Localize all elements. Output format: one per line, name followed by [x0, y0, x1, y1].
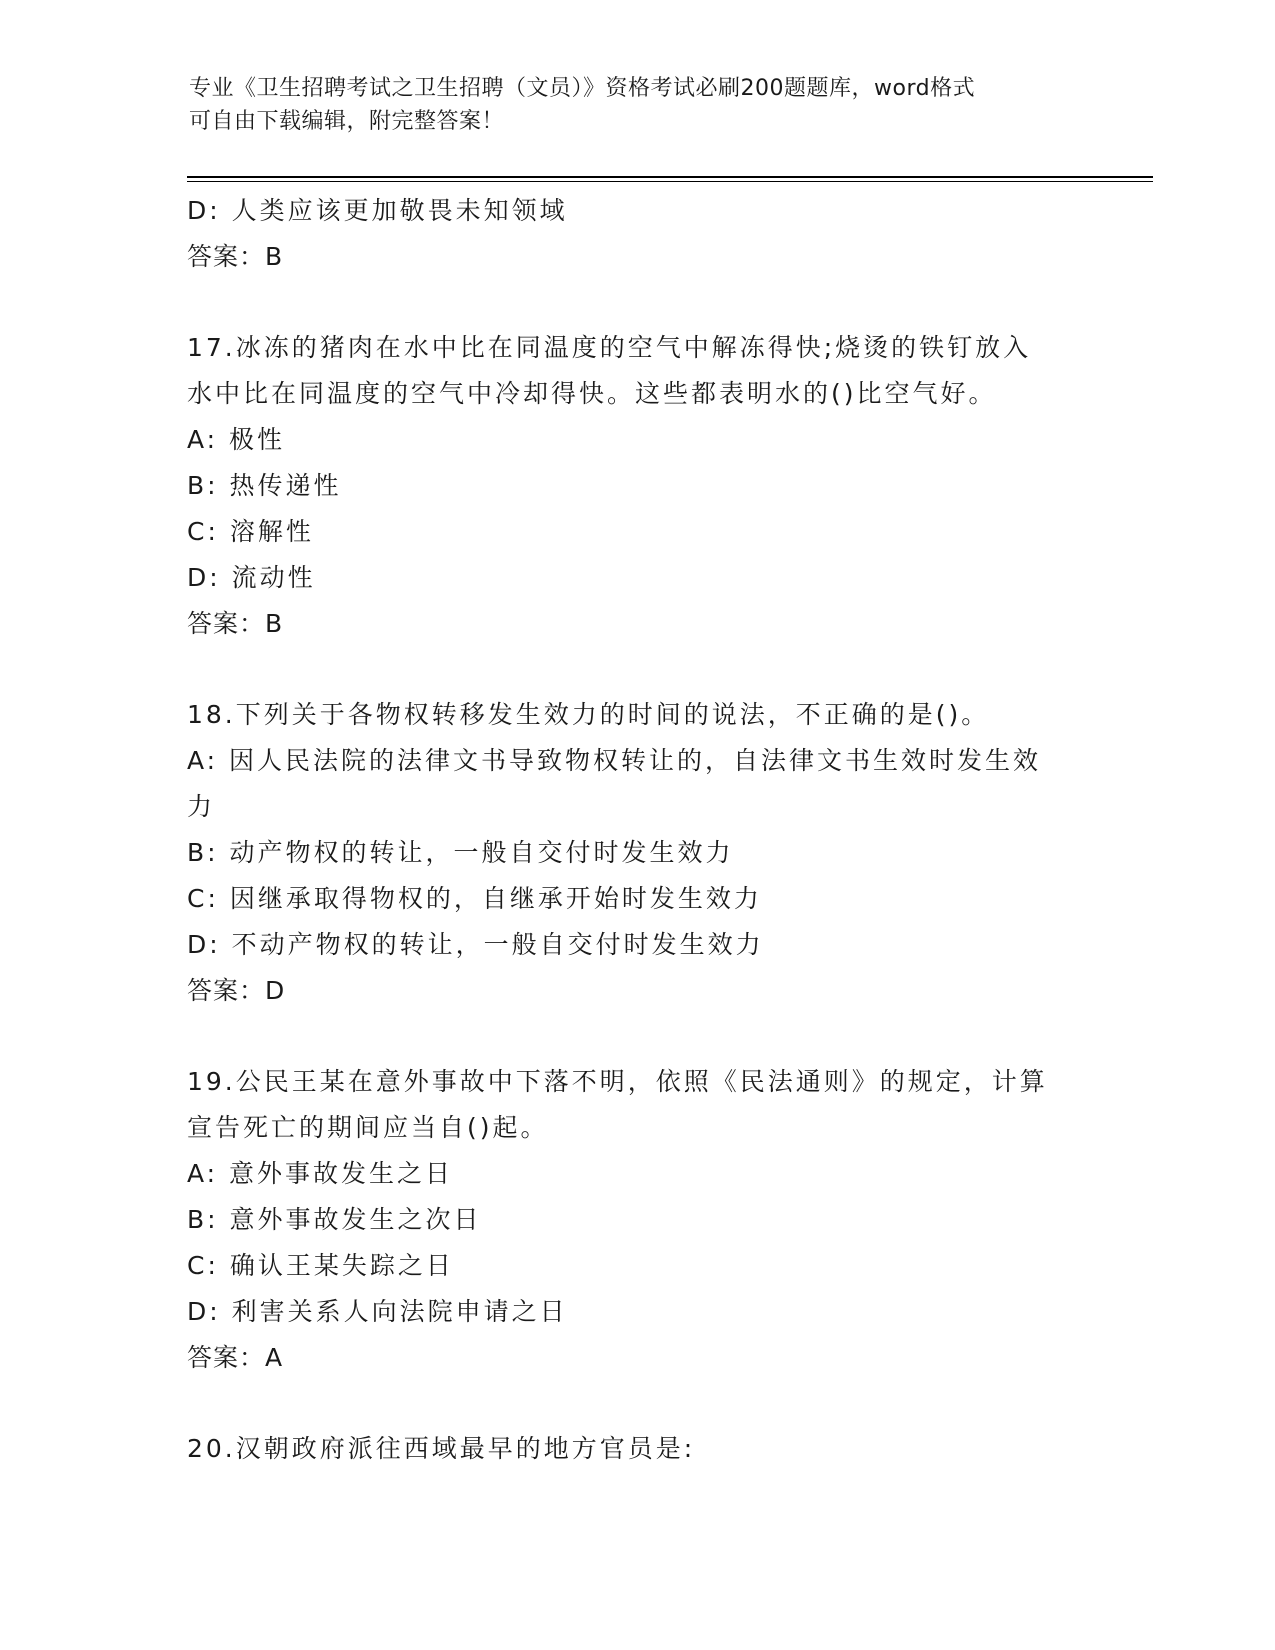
- spacer: [187, 280, 1087, 325]
- question-stem: 17.冰冻的猪肉在水中比在同温度的空气中解冻得快;烧烫的铁钉放入: [187, 333, 1032, 362]
- option-b: B: 动产物权的转让，一般自交付时发生效力: [187, 838, 734, 867]
- option-d: D: 不动产物权的转让，一般自交付时发生效力: [187, 930, 764, 959]
- question-20: [187, 1426, 1087, 1472]
- option-a: A: 极性: [187, 425, 286, 454]
- question-list: [187, 188, 1087, 1472]
- spacer: [187, 1014, 1087, 1059]
- question-stem: 18.下列关于各物权转移发生效力的时间的说法，不正确的是()。: [187, 700, 990, 729]
- header-rule-thick: [187, 176, 1153, 178]
- answer-label: 答案：B: [187, 609, 284, 638]
- option-d: D: 人类应该更加敬畏未知领域: [187, 196, 568, 225]
- option-d: D: 利害关系人向法院申请之日: [187, 1297, 568, 1326]
- question-stem: 20.汉朝政府派往西域最早的地方官员是:: [187, 1434, 696, 1463]
- question-stem-continued: 水中比在同温度的空气中冷却得快。这些都表明水的()比空气好。: [187, 379, 997, 408]
- answer-label: 答案：A: [187, 1343, 284, 1372]
- question-17: [187, 325, 1087, 647]
- document-header: [189, 72, 1069, 138]
- header-rule-thin: [187, 181, 1153, 182]
- question-19: [187, 1059, 1087, 1381]
- option-a: A: 意外事故发生之日: [187, 1159, 454, 1188]
- header-title-line: 专业《卫生招聘考试之卫生招聘（文员）》资格考试必刷200题题库，word格式: [189, 76, 976, 101]
- option-a: A: 因人民法院的法律文书导致物权转让的，自法律文书生效时发生效: [187, 746, 1042, 775]
- question-stem: 19.公民王某在意外事故中下落不明，依照《民法通则》的规定，计算: [187, 1067, 1048, 1096]
- option-d: D: 流动性: [187, 563, 316, 592]
- spacer: [187, 647, 1087, 692]
- spacer: [187, 1381, 1087, 1426]
- option-c: C: 确认王某失踪之日: [187, 1251, 454, 1280]
- option-b: B: 意外事故发生之次日: [187, 1205, 482, 1234]
- option-c: C: 因继承取得物权的，自继承开始时发生效力: [187, 884, 762, 913]
- answer-label: 答案：D: [187, 976, 286, 1005]
- option-a-continued: 力: [187, 792, 216, 821]
- option-b: B: 热传递性: [187, 471, 342, 500]
- question-16-tail: [187, 188, 1087, 280]
- question-18: [187, 692, 1087, 1014]
- question-stem-continued: 宣告死亡的期间应当自()起。: [187, 1113, 549, 1142]
- answer-label: 答案：B: [187, 242, 284, 271]
- header-subtitle-line: 可自由下载编辑，附完整答案！: [189, 109, 505, 134]
- option-c: C: 溶解性: [187, 517, 314, 546]
